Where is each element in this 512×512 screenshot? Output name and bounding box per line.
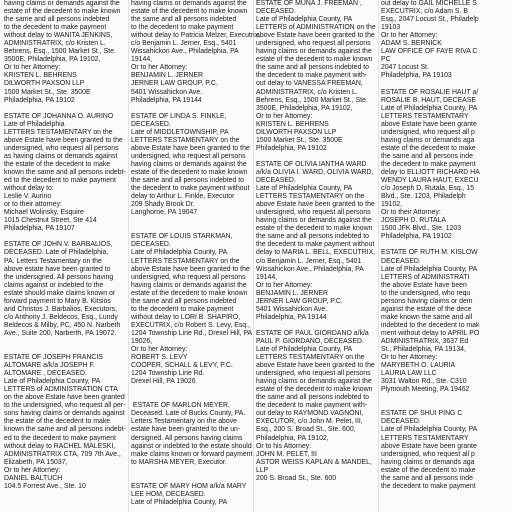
notice-line: the same and all persons inde: [381, 152, 473, 160]
notice-line: PA. Letters Testamentary on the: [4, 257, 102, 265]
notice-line: ADMINISTRATRIX CTA, 709 7th Ave.,: [4, 450, 121, 458]
notice-line: having claims or demands against the: [131, 160, 247, 168]
column-divider: [128, 0, 129, 512]
notice-line: Or to his Attorney:: [256, 442, 312, 450]
notice-line: known the same and all persons indebt-: [4, 168, 126, 176]
notice-line: the same and all persons indebted: [4, 16, 110, 24]
notice-line: sons having claims or demands against: [4, 410, 125, 418]
notice-line: having claims or demands against the: [256, 378, 372, 386]
notice-line: without delay to Patricia Melzer, Executrix,: [131, 32, 261, 40]
notice-line: Late of Philadelphia County, PA: [381, 104, 478, 112]
notice-line: 19103: [381, 24, 401, 32]
notice-line: the same and all persons indebted to: [256, 64, 370, 72]
notice-line: Philadelphia, PA 19103: [381, 72, 452, 80]
notice-line: Late of Philadelphia County, PA: [131, 498, 228, 506]
notice-line: above Estate have been granted to the: [131, 144, 250, 152]
notice-line: Philadelphia, PA 19144: [256, 313, 327, 321]
notice-line: DECEASED.: [381, 257, 421, 265]
notice-line: ROSALIE B. HAUT, DECEASE: [381, 96, 476, 104]
notice-line: 209 Shady Brook Dr.: [131, 201, 195, 209]
notice-line: DILWORTH PAXSON LLP: [4, 80, 85, 88]
notice-column-3: [256, 0, 380, 483]
notice-line: LETTERS of ADMINISTRATI: [381, 273, 470, 281]
notice-line: ESTATE OF LOUIS STARKMAN,: [131, 233, 233, 241]
notice-line: Wissahickon Ave., Philadelphia, PA: [131, 48, 239, 56]
notice-line: EXECUTOR, c/o John M. Pelet, III,: [256, 418, 363, 426]
notice-line: KRISTEN L. BEHRENS: [4, 72, 77, 80]
notice-line: [256, 153, 380, 161]
notice-line: PAUL P. GIORDANO, DECEASED.: [256, 337, 364, 345]
notice-line: without delay to RACHEL MALESKI,: [4, 442, 116, 450]
notice-line: JERNER LAW GROUP, P.C.: [256, 297, 343, 305]
notice-line: [4, 346, 128, 354]
notice-line: without delay to:: [4, 185, 54, 193]
notice-line: 19102,: [381, 201, 403, 209]
notice-line: above Estate have been granted to the: [256, 362, 375, 370]
notice-line: DECEASED.: [131, 241, 171, 249]
notice-line: ESTATE OF PAUL GIORDANO a/k/a: [256, 329, 369, 337]
notice-line: the estate of the decedent to make: [4, 160, 111, 168]
notice-line: DECEASED.: [256, 177, 296, 185]
notice-line: LETTERS TESTAMENTARY on the: [131, 257, 240, 265]
notice-line: EXECUTRIX, c/o Adam S. B: [381, 8, 468, 16]
notice-line: Or to her Attorney:: [4, 64, 61, 72]
notice-line: ADMINISTRATRIX, c/o Kristen L.: [256, 88, 358, 96]
notice-line: Late of Philadelphia County, PA: [381, 426, 478, 434]
notice-line: Michael Wolinsky, Esquire: [4, 209, 84, 217]
notice-line: undersigned, who request all persons: [131, 152, 246, 160]
notice-line: DECEASED.: [131, 120, 171, 128]
notice-line: the decedent to make payment without: [256, 241, 375, 249]
notice-line: estate of the decedent to make known: [131, 289, 248, 297]
notice-line: Late of Philadelphia County, PA: [256, 185, 353, 193]
notice-line: ASTOR WEISS KAPLAN & MANDEL,: [256, 458, 372, 466]
notice-line: [4, 338, 128, 346]
notice-line: [4, 233, 128, 241]
notice-line: KRISTEN L. BEHRENS: [256, 120, 329, 128]
notice-line: without delay to WANITA JENKINS,: [4, 32, 113, 40]
notice-line: undersigned, who request all persons: [256, 370, 371, 378]
notice-line: persons having claims or dem: [381, 297, 473, 305]
notice-line: undersigned, who request all p: [381, 450, 475, 458]
notice-line: LEE HOM, DECEASED.: [131, 490, 206, 498]
notice-line: Or to her Attorney:: [381, 354, 438, 362]
notice-line: Late of Philadelphia County, PA: [256, 16, 353, 24]
notice-line: MARYBETH O. LAURIA: [381, 362, 456, 370]
notice-line: Philadelphia, PA 19102: [4, 96, 75, 104]
notice-line: delay to Arthur L. Finkle, Executor: [131, 193, 235, 201]
notice-line: the same and all persons indebted to: [256, 394, 370, 402]
notice-line: LETTERS of ADMINISTRATION CTA: [4, 386, 118, 394]
notice-line: Late of Philadelphia County, PA: [256, 346, 353, 354]
notice-line: above Estate have been granted to the: [131, 265, 250, 273]
notice-line: Behrens, Esq., 1500 Market St., Ste.: [4, 48, 116, 56]
notice-line: ESTATE OF MUNA J. FREEMAN ,: [256, 0, 362, 7]
notice-line: c/o Joseph D. Rutala, Esq., 15: [381, 185, 475, 193]
notice-line: [131, 105, 255, 113]
notice-line: estate of the decedent to make: [381, 144, 476, 152]
notice-line: LAW OFFICE OF FAYE RIVA C: [381, 48, 478, 56]
notice-line: the same and all persons inde: [381, 474, 473, 482]
notice-line: to MARSHA MEYER, Executor.: [131, 458, 227, 466]
notice-line: 200 S. Broad St., Ste. 600: [256, 474, 337, 482]
notice-line: LAURIA LAW LLC: [381, 370, 437, 378]
notice-line: 19026,: [131, 337, 153, 345]
notice-line: ESTATE OF OLIVIA IANTHA WARD: [256, 160, 367, 168]
notice-line: ESTATE OF ROSALIE HAUT a/: [381, 88, 479, 96]
notice-line: 1500 Market St., Ste. 3500E: [4, 88, 91, 96]
notice-line: delay to ELLIOTT RICHARD HA: [381, 168, 480, 176]
notice-line: estate of the decedent to make known: [256, 225, 373, 233]
notice-line: Drexel Hill, PA 19026: [131, 378, 196, 386]
notice-line: LETTERS TESTAMENTARY on the: [4, 128, 113, 136]
notice-line: Or to her Attorney:: [131, 64, 188, 72]
notice-line: ed to the decedent to make payment: [4, 177, 116, 185]
notice-line: ESTATE OF SHUI PING C: [381, 410, 463, 418]
notice-line: undersigned, who request all persons: [256, 209, 371, 217]
notice-line: [256, 322, 380, 330]
notice-line: Or to their Attorney:: [381, 209, 441, 217]
notice-line: [131, 217, 255, 225]
notice-line: ment without delay to APRIL PO: [381, 329, 480, 337]
notice-line: ed to the decedent to make payment: [4, 434, 116, 442]
notice-line: LETTERS TESTAMENTARY on the: [256, 193, 365, 201]
notice-line: make known the same and all: [381, 313, 473, 321]
notice-line: or to their attorney:: [4, 201, 62, 209]
notice-line: LETTERS TESTAMENTARY: [381, 434, 469, 442]
notice-line: St., Philadelphia, PA 19134,: [381, 346, 466, 354]
notice-line: the decedent to make payment with-: [256, 72, 368, 80]
notice-line: Behrens, Esq., 1500 Market St., Ste.: [256, 96, 368, 104]
notice-line: undersigned, who request all persons: [131, 273, 246, 281]
notice-line: on the above Estate have been granted: [4, 394, 125, 402]
notice-line: Esq., 2047 Locust St., Philadelp: [381, 16, 479, 24]
notice-line: BENJAMIN L. JERNER: [131, 72, 203, 80]
notice-line: c/o Benjamin L. Jerner, Esq., 5401: [131, 40, 237, 48]
notice-line: Philadelphia, PA 19102: [256, 144, 327, 152]
notice-line: DANIEL BALTUCH: [4, 474, 63, 482]
notice-line: COOPER, SCHALL & LEVY, P.C.: [131, 362, 233, 370]
notice-line: without delay to LORI B. SHAPIRO,: [131, 313, 241, 321]
notice-line: LETTERS of ADMINISTRATION on the: [256, 24, 376, 32]
notice-line: to the undersigned, who request all per-: [4, 402, 126, 410]
notice-line: Letters Testamentary on the above: [131, 418, 237, 426]
notice-line: above estate have been granted to: [4, 265, 111, 273]
notice-line: WENDY LAURA HAUT, EXECU: [381, 177, 479, 185]
notice-line: ESTATE OF RUTH M. KISLOW: [381, 249, 478, 257]
notice-line: Philadelphia, PA 19144: [131, 96, 202, 104]
notice-line: Late of Philadelphia: [4, 120, 65, 128]
notice-line: 2047 Locust St.: [381, 64, 429, 72]
notice-line: having claims or demands against the: [256, 217, 372, 225]
notice-line: LLP: [256, 466, 269, 474]
notice-line: undersigned, who request all p: [381, 128, 475, 136]
notice-line: Blvd., Ste. 1203, Philadelph: [381, 193, 466, 201]
notice-line: above Estate have been grante: [381, 120, 477, 128]
notice-line: the same and all persons indebted: [131, 297, 237, 305]
notice-line: 3031 Walton Rd., Ste. C310: [381, 378, 467, 386]
notice-line: above Estate have been granted to the: [256, 32, 375, 40]
notice-line: above Estate have been grante: [381, 442, 477, 450]
notice-line: ESTATE OF MARY HOM a/k/a MARY: [131, 482, 247, 490]
notice-line: forward payment to Mary B. Kitsios: [4, 297, 111, 305]
notice-line: the undersigned. All persons having: [4, 273, 114, 281]
notice-line: ADMINISTRATRIX, 3637 Ed: [381, 337, 469, 345]
notice-line: having claims or demands against the: [131, 0, 247, 7]
notice-line: [131, 394, 255, 402]
notice-line: estate have been granted to the un-: [131, 426, 241, 434]
notice-line: having claims or demands aga: [381, 136, 475, 144]
notice-line: estate of the decedent to make known: [131, 8, 248, 16]
notice-line: above Estate have been granted to the: [4, 136, 123, 144]
notice-column-1: [4, 0, 128, 491]
notice-line: 5401 Wissahickon Ave.: [131, 88, 203, 96]
notice-line: JERNER LAW GROUP, P.C.: [131, 80, 218, 88]
notice-line: claims against or indebted to the: [4, 281, 104, 289]
notice-line: Elizabeth, PA 15037,: [4, 458, 68, 466]
notice-line: 1204 Township Line Rd.: [131, 370, 205, 378]
notice-line: the decedent to make payment: [381, 160, 476, 168]
notice-line: out delay to RAYMOND VAGNONI,: [256, 410, 364, 418]
notice-line: [381, 402, 505, 410]
notice-line: as having claims or demands against: [4, 152, 118, 160]
notice-line: 104.5 Forrest Ave., Ste. 10: [4, 482, 86, 490]
notice-line: Or to her Attorney:: [4, 466, 61, 474]
notice-line: [4, 105, 128, 113]
notice-line: indebted to the decedent to mak: [381, 321, 480, 329]
notice-line: the same and all persons indebted to: [131, 177, 245, 185]
notice-line: the decedent to make payment with-: [256, 402, 368, 410]
notice-line: LETTERS TESTAMENTARY on the: [131, 136, 240, 144]
notice-line: estate of the decedent to make known: [256, 56, 373, 64]
notice-line: the estate of the decedent to make: [4, 418, 111, 426]
notice-line: Philadelphia, PA 19102,: [256, 434, 329, 442]
notice-line: the decedent to make payment: [381, 482, 476, 490]
notice-line: a/k/a OLIVIA I. WARD, OLIVIA WARD,: [256, 168, 374, 176]
notice-line: [381, 241, 505, 249]
notice-line: Langhorne, PA 19047: [131, 209, 198, 217]
notice-line: DILWORTH PAXSON LLP: [256, 128, 337, 136]
notice-line: make claims known or forward payment: [131, 450, 253, 458]
notice-line: undersigned, who request all persons: [256, 40, 371, 48]
notice-line: Leslie V. Aurino: [4, 193, 52, 201]
notice-line: the same and all persons indebted: [131, 16, 237, 24]
notice-line: out delay to VANESSA FREEMAN,: [256, 80, 363, 88]
notice-line: out delay to GAIL MICHELLE S: [381, 0, 477, 7]
notice-line: [131, 386, 255, 394]
notice-line: DECEASED.: [381, 418, 421, 426]
notice-line: ESTATE OF JOSEPH FRANCIS: [4, 354, 103, 362]
notice-line: dersigned. All persons having claims: [131, 434, 243, 442]
notice-line: c/o Benjamin L. Jerner, Esq., 5401: [256, 257, 362, 265]
notice-line: ALTOMARE , DECEASED.: [4, 370, 87, 378]
notice-line: Wissahickon Ave., Philadelphia, PA: [256, 265, 364, 273]
notice-line: Late of Philadelphia County, PA: [381, 265, 478, 273]
notice-line: 1015 Chestnut Street, Ste 414: [4, 217, 97, 225]
notice-line: to the decedent to make payment: [131, 305, 234, 313]
notice-line: undersigned, who request all persons: [4, 144, 119, 152]
notice-line: ROBERT S. LEVY: [131, 354, 188, 362]
notice-line: 5401 Wissahickon Ave.: [256, 305, 328, 313]
notice-line: BENJAMIN L. JERNER: [256, 289, 328, 297]
notice-line: above Estate have been granted to the: [256, 201, 375, 209]
notice-line: DECEASED.: [256, 8, 296, 16]
notice-line: estate should make claims known or: [4, 289, 116, 297]
notice-line: [131, 475, 255, 483]
notice-line: Late of Philadelphia County, PA: [131, 249, 228, 257]
notice-line: the decedent to make payment without: [131, 185, 250, 193]
notice-line: PC: [381, 56, 391, 64]
notice-column-2: [131, 0, 261, 507]
notice-line: Or to her Attorney:: [131, 346, 188, 354]
notice-line: 1204 Township Line Rd., Drexel Hill, PA: [131, 329, 253, 337]
notice-line: against the estate of the dece: [381, 305, 472, 313]
notice-line: and Christos J. Barbalios, Executors,: [4, 305, 117, 313]
notice-line: Or to her Attorney:: [256, 281, 313, 289]
notice-line: c/o Anthony J. Beldecos, Esq., Lundy: [4, 313, 118, 321]
notice-line: to the decedent to make payment: [4, 24, 107, 32]
notice-line: 19144,: [256, 273, 278, 281]
notice-line: having claims or demands against the: [4, 0, 120, 7]
notice-line: Deceased. Late of Bucks County, PA.: [131, 410, 246, 418]
notice-line: against or indebted to the estate should: [131, 442, 252, 450]
notice-line: EXECUTRIX, c/o Robert S. Levy, Esq.,: [131, 321, 250, 329]
notice-line: [131, 467, 255, 475]
notice-line: ESTATE OF JOHN V. BARBALIOS,: [4, 241, 113, 249]
notice-line: Philadelphia, PA 19107: [4, 225, 75, 233]
notice-line: ADMINISTRATRIX, c/o Kristen L.: [4, 40, 106, 48]
notice-line: 1500 Market St., Ste. 3500E: [256, 136, 343, 144]
notice-line: [381, 394, 505, 402]
notice-line: ESTATE OF MARLON MEYER,: [131, 402, 230, 410]
notice-line: Philadelphia, PA 19102: [381, 233, 452, 241]
notice-line: having claims or demands aga: [381, 458, 475, 466]
notice-line: Or to her Attorney:: [381, 32, 438, 40]
notice-line: known the same and all persons indebt-: [4, 426, 126, 434]
notice-line: [381, 80, 505, 88]
notice-line: the same and all persons indebted to: [256, 233, 370, 241]
notice-line: having claims or demands against the: [131, 281, 247, 289]
notice-line: ADAM S. BERNICK: [381, 40, 442, 48]
notice-line: having claims or demands against the: [256, 48, 372, 56]
notice-line: delay to MARIA L. BELL, EXECUTRIX,: [256, 249, 376, 257]
notice-line: [131, 225, 255, 233]
notice-line: DECEASED. Late of Philadelphia,: [4, 249, 109, 257]
notice-line: estate of the decedent to make known: [4, 8, 121, 16]
notice-line: 1500 JFK Blvd., Ste. 1203: [381, 225, 462, 233]
notice-line: to the decedent to make payment: [131, 24, 234, 32]
notice-line: JOHN M. PELET, III: [256, 450, 317, 458]
notice-line: estate of the decedent to make: [381, 466, 476, 474]
notice-line: Beldecos & Milby, PC, 450 N. Narbeth: [4, 321, 121, 329]
notice-line: Plymouth Meeting, PA 19462: [381, 386, 470, 394]
notice-line: Late of MIDDLETOWNSHIP, PA: [131, 128, 229, 136]
notice-line: ALTOMARE a/k/a JOSEPH F.: [4, 362, 95, 370]
notice-line: Or to her Attorney:: [256, 112, 313, 120]
notice-line: LETTERS TESTAMENTARY: [381, 112, 469, 120]
notice-line: the above Estate have been: [381, 281, 467, 289]
notice-line: 3500E, Philadelphia, PA 19102,: [256, 104, 353, 112]
notice-line: estate of the decedent to make known: [256, 386, 373, 394]
notice-line: JOSEPH D. RUTALA: [381, 217, 446, 225]
notice-line: ESTATE OF LINDA S. FINKLE,: [131, 112, 227, 120]
notice-line: estate of the decedent to make known: [131, 168, 248, 176]
notice-line: to the undersigned, who requ: [381, 289, 471, 297]
notice-column-4: [381, 0, 505, 491]
notice-line: 3500E, Philadelphia, PA 19102,: [4, 56, 101, 64]
notice-line: LETTERS TESTAMENTARY on the: [256, 354, 365, 362]
notice-line: Esq., 200 S. Broad St., Ste. 600,: [256, 426, 356, 434]
notice-line: 19144,: [131, 56, 153, 64]
notice-line: Late of Philadelphia County, PA: [4, 378, 101, 386]
notice-line: ESTATE OF JOHANNA O. AURINO: [4, 112, 114, 120]
notice-line: Ave., Suite 200, Narberth, PA 19072.: [4, 329, 117, 337]
